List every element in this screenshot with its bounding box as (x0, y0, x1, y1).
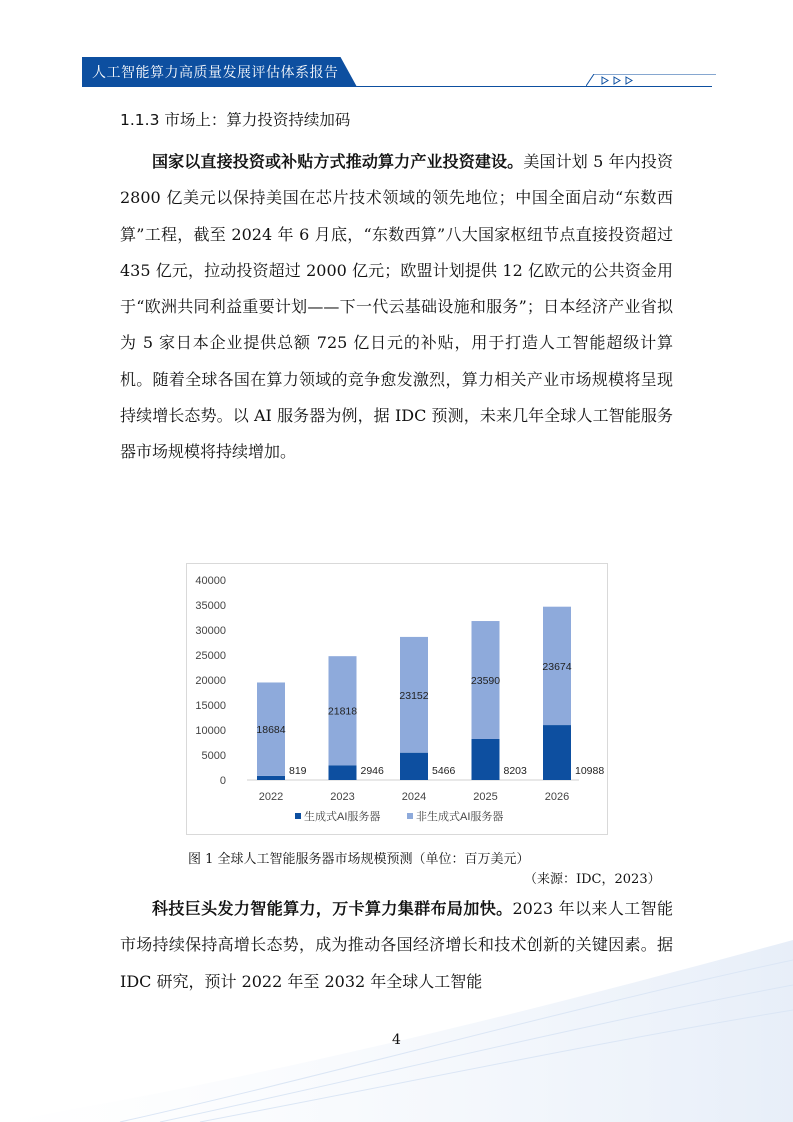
data-label-non-generative: 23674 (542, 660, 572, 673)
paragraph-lead: 国家以直接投资或补贴方式推动算力产业投资建设。 (152, 152, 524, 171)
data-label-generative: 10988 (575, 765, 605, 777)
legend-swatch (407, 813, 413, 819)
data-label-generative: 5466 (432, 765, 456, 777)
paragraph-lead: 科技巨头发力智能算力，万卡算力集群布局加快。 (152, 899, 513, 918)
data-label-non-generative: 21818 (327, 705, 358, 718)
y-tick-label: 30000 (195, 625, 226, 637)
x-tick-label: 2024 (401, 791, 427, 803)
y-tick-label: 40000 (195, 575, 226, 587)
bar-generative (543, 725, 571, 780)
section-heading: 1.1.3 市场上：算力投资持续加码 (120, 111, 351, 129)
x-tick-label: 2023 (330, 791, 355, 803)
data-label-generative: 2946 (360, 765, 384, 777)
chart-canvas (187, 564, 607, 834)
paragraph-investment (120, 144, 673, 471)
y-tick-label: 0 (219, 775, 226, 787)
data-label-non-generative: 23152 (399, 689, 429, 702)
y-tick-label: 15000 (195, 700, 226, 712)
figure-source: （来源：IDC，2023） (524, 872, 661, 887)
data-label-non-generative: 23590 (470, 675, 501, 688)
legend-swatch (295, 813, 301, 819)
legend-label: 非生成式AI服务器 (416, 811, 504, 823)
bar-generative (257, 776, 285, 780)
bar-generative (472, 739, 500, 780)
figure-caption: 图 1 全球人工智能服务器市场规模预测（单位：百万美元） (188, 852, 530, 867)
header-title: 人工智能算力高质量发展评估体系报告 (92, 65, 339, 81)
header-arrows-decoration (586, 74, 716, 87)
legend-label: 生成式AI服务器 (304, 811, 381, 823)
bar-generative (329, 765, 357, 780)
x-tick-label: 2022 (258, 791, 284, 803)
paragraph-body: 美国计划 5 年内投资 2800 亿美元以保持美国在芯片技术领域的领先地位；中国全面启动“东数西算”工程，截至 2024 年 6 月底，“东数西算”八大国家枢纽节点直接投资超过 435 亿元，拉动投资超过 2000 亿元；欧盟计划提供 12 亿欧元的公共资金用于“欧洲共同利益重要计划——下一代云基础设施和服务”；日本经济产业省拟为 5 家日本企业提供总额 725 亿日元的补贴，用于打造人工智能超级计算机。随着全球各国在算力领域的竞争愈发激烈，算力相关产业市场规模将呈现持续增长态势。以 AI 服务器为例，据 IDC 预测，未来几年全球人工智能服务器市场规模将持续增加。 (120, 152, 673, 462)
bar-generative (400, 753, 428, 780)
server-market-chart (186, 563, 608, 835)
y-tick-label: 25000 (195, 650, 226, 662)
data-label-generative: 819 (289, 765, 307, 777)
background-wave-decoration (0, 930, 793, 1122)
x-tick-label: 2025 (473, 791, 498, 803)
data-label-non-generative: 18684 (256, 724, 286, 737)
y-tick-label: 20000 (195, 675, 226, 687)
data-label-generative: 8203 (503, 765, 527, 777)
paragraph-body: 2023 年以来人工智能市场持续保持高增长态势，成为推动各国经济增长和技术创新的关键因素。据 IDC 研究，预计 2022 年至 2032 年全球人工智能 (120, 899, 673, 991)
page-number: 4 (392, 1032, 401, 1048)
y-tick-label: 5000 (201, 750, 226, 762)
x-tick-label: 2026 (544, 791, 570, 803)
y-tick-label: 35000 (195, 600, 226, 612)
y-tick-label: 10000 (195, 725, 226, 737)
